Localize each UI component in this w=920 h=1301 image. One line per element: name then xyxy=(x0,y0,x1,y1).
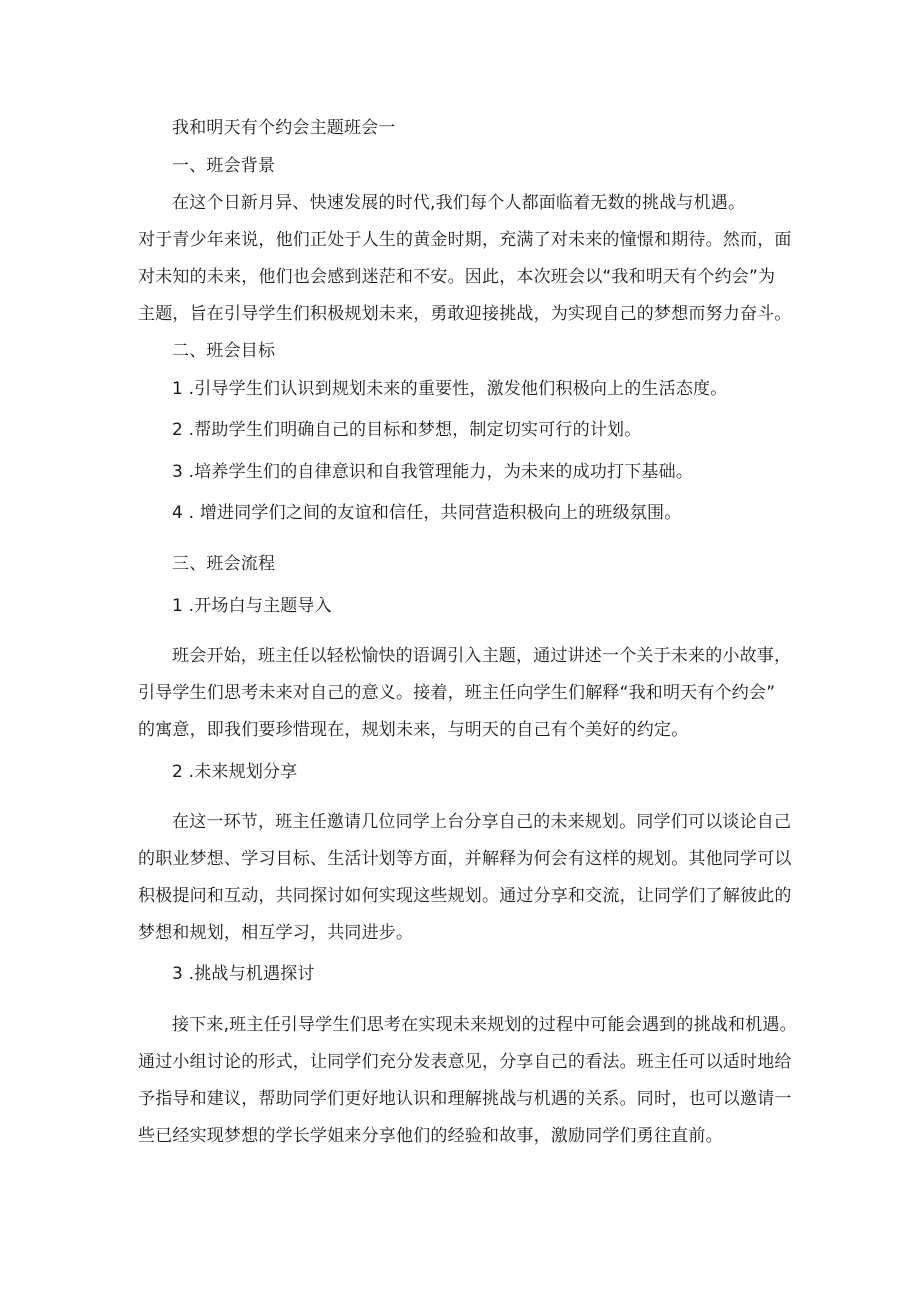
goal-item: 3 .培养学生们的自律意识和自我管理能力，为未来的成功打下基础。 xyxy=(172,462,694,482)
paragraph-line: 的寓意，即我们要珍惜现在，规划未来，与明天的自己有个美好的约定。 xyxy=(138,720,689,740)
paragraph-line: 积极提问和互动，共同探讨如何实现这些规划。通过分享和交流，让同学们了解彼此的 xyxy=(138,886,792,906)
paragraph-line: 予指导和建议，帮助同学们更好地认识和理解挑战与机遇的关系。同时，也可以邀请一 xyxy=(138,1089,792,1109)
paragraph-line: 在这一环节，班主任邀请几位同学上台分享自己的未来规划。同学们可以谈论自己 xyxy=(172,812,792,832)
step-title: 1 .开场白与主题导入 xyxy=(172,596,332,616)
paragraph-line: 对于青少年来说，他们正处于人生的黄金时期，充满了对未来的憧憬和期待。然而，面 xyxy=(138,230,792,250)
section-heading-background: 一、班会背景 xyxy=(172,156,276,176)
goal-item: 2 .帮助学生们明确自己的目标和梦想，制定切实可行的计划。 xyxy=(172,420,642,440)
paragraph-line: 对未知的未来，他们也会感到迷茫和不安。因此，本次班会以“我和明天有个约会”为 xyxy=(138,267,776,287)
section-heading-goals: 二、班会目标 xyxy=(172,341,276,361)
paragraph-line: 梦想和规划，相互学习，共同进步。 xyxy=(138,923,414,943)
paragraph-line: 引导学生们思考未来对自己的意义。接着，班主任向学生们解释“我和明天有个约会” xyxy=(138,683,776,703)
document-title: 我和明天有个约会主题班会一 xyxy=(172,118,396,138)
paragraph-line: 接下来,班主任引导学生们思考在实现未来规划的过程中可能会遇到的挑战和机遇。 xyxy=(172,1015,797,1035)
paragraph-line: 班会开始，班主任以轻松愉快的语调引入主题，通过讲述一个关于未来的小故事， xyxy=(172,646,792,666)
paragraph-line: 的职业梦想、学习目标、生活计划等方面，并解释为何会有这样的规划。其他同学可以 xyxy=(138,849,792,869)
goal-item: 1 .引导学生们认识到规划未来的重要性，激发他们积极向上的生活态度。 xyxy=(172,379,728,399)
paragraph-line: 通过小组讨论的形式，让同学们充分发表意见，分享自己的看法。班主任可以适时地给 xyxy=(138,1052,792,1072)
goal-item: 4 . 增进同学们之间的友谊和信任，共同营造积极向上的班级氛围。 xyxy=(172,503,682,523)
step-title: 3 .挑战与机遇探讨 xyxy=(172,964,315,984)
section-heading-process: 三、班会流程 xyxy=(172,554,276,574)
paragraph-line: 主题，旨在引导学生们积极规划未来，勇敢迎接挑战，为实现自己的梦想而努力奋斗。 xyxy=(138,304,792,324)
paragraph-line: 些已经实现梦想的学长学姐来分享他们的经验和故事，激励同学们勇往直前。 xyxy=(138,1126,723,1146)
step-title: 2 .未来规划分享 xyxy=(172,762,298,782)
paragraph-line: 在这个日新月异、快速发展的时代,我们每个人都面临着无数的挑战与机遇。 xyxy=(172,193,746,213)
